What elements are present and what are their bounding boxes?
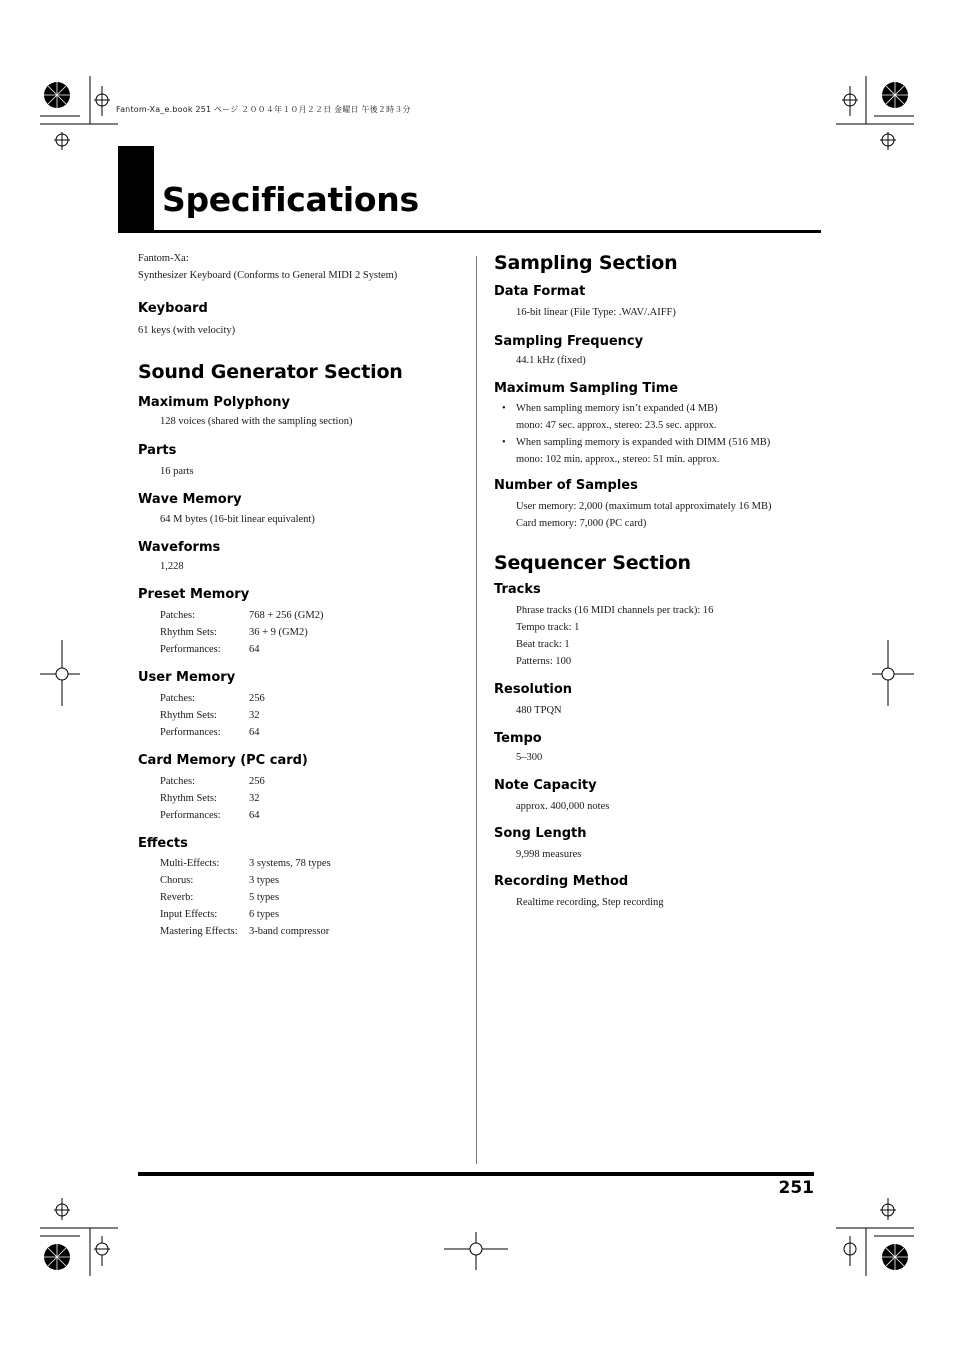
max-polyphony-heading: Maximum Polyphony: [138, 395, 291, 410]
card-memory-table: [138, 773, 468, 824]
effects-table: [138, 855, 468, 940]
book-file-header: Fantom-Xa_e.book 251 ページ ２００４年１０月２２日 金曜日 午後２時３分: [116, 105, 411, 114]
list-item-detail: mono: 47 sec. approx., stereo: 23.5 sec. approx.: [516, 420, 717, 431]
max-sampling-time-heading: Maximum Sampling Time: [494, 381, 679, 396]
preset-memory-heading: Preset Memory: [138, 587, 250, 602]
table-row: Input Effects: 6 types: [160, 909, 280, 920]
sampling-frequency-text: 44.1 kHz (fixed): [516, 355, 586, 366]
right-column: [494, 250, 824, 911]
card-memory-samples: Card memory: 7,000 (PC card): [516, 518, 647, 529]
song-length-text: 9,998 measures: [516, 849, 582, 860]
user-memory-heading: User Memory: [138, 670, 236, 685]
max-polyphony-text: 128 voices (shared with the sampling section): [160, 416, 353, 427]
table-row: Performances: 64: [160, 810, 260, 821]
list-item-detail: mono: 102 min. approx., stereo: 51 min. approx.: [516, 454, 720, 465]
preset-memory-table: [138, 607, 468, 658]
table-row: Mastering Effects: 3-band compressor: [160, 926, 330, 937]
table-row: Chorus: 3 types: [160, 875, 280, 886]
tracks-line: Beat track: 1: [516, 639, 570, 650]
keyboard-heading: Keyboard: [138, 301, 208, 316]
recording-method-heading: Recording Method: [494, 874, 629, 889]
column-divider: [476, 256, 477, 1164]
recording-method-text: Realtime recording, Step recording: [516, 897, 664, 908]
title-block: [118, 146, 154, 232]
parts-text: 16 parts: [160, 466, 194, 477]
keyboard-text: 61 keys (with velocity): [138, 325, 236, 336]
sampling-frequency-heading: Sampling Frequency: [494, 334, 644, 349]
left-column: [138, 250, 468, 940]
table-row: Performances: 64: [160, 727, 260, 738]
data-format-text: 16-bit linear (File Type: .WAV/.AIFF): [516, 307, 676, 318]
tracks-line: Phrase tracks (16 MIDI channels per track): 16: [516, 605, 714, 616]
waveforms-heading: Waveforms: [138, 540, 221, 555]
waveforms-text: 1,228: [160, 561, 184, 572]
user-memory-table: [138, 690, 468, 741]
song-length-heading: Song Length: [494, 826, 587, 841]
table-row: Patches: 256: [160, 776, 265, 787]
model-description: Synthesizer Keyboard (Conforms to General MIDI 2 System): [138, 270, 398, 281]
card-memory-heading: Card Memory (PC card): [138, 753, 308, 768]
tracks-heading: Tracks: [494, 582, 541, 597]
number-of-samples-heading: Number of Samples: [494, 478, 638, 493]
model-name: Fantom-Xa:: [138, 253, 189, 264]
parts-heading: Parts: [138, 443, 177, 458]
table-row: Rhythm Sets: 36 + 9 (GM2): [160, 627, 308, 638]
wave-memory-text: 64 M bytes (16-bit linear equivalent): [160, 514, 315, 525]
list-item: • When sampling memory is expanded with DIMM (516 MB): [502, 437, 771, 448]
user-memory-samples: User memory: 2,000 (maximum total approximately 16 MB): [516, 501, 772, 512]
effects-heading: Effects: [138, 836, 188, 851]
table-row: Multi-Effects: 3 systems, 78 types: [160, 858, 331, 869]
table-row: Rhythm Sets: 32: [160, 793, 260, 804]
table-row: Performances: 64: [160, 644, 260, 655]
table-row: Patches: 768 + 256 (GM2): [160, 610, 324, 621]
title-rule: [118, 230, 821, 233]
tempo-text: 5–300: [516, 752, 543, 763]
resolution-text: 480 TPQN: [516, 705, 562, 716]
table-row: Rhythm Sets: 32: [160, 710, 260, 721]
table-row: Reverb: 5 types: [160, 892, 280, 903]
max-sampling-time-list: [494, 400, 824, 468]
sound-generator-heading: Sound Generator Section: [138, 361, 403, 383]
resolution-heading: Resolution: [494, 682, 573, 697]
tempo-heading: Tempo: [494, 731, 542, 746]
tracks-line: Patterns: 100: [516, 656, 572, 667]
table-row: Patches: 256: [160, 693, 265, 704]
sampling-section-heading: Sampling Section: [494, 252, 678, 274]
page-number: 251: [778, 1178, 814, 1198]
data-format-heading: Data Format: [494, 284, 586, 299]
wave-memory-heading: Wave Memory: [138, 492, 242, 507]
sequencer-section-heading: Sequencer Section: [494, 552, 691, 574]
list-item: • When sampling memory isn’t expanded (4 MB): [502, 403, 718, 414]
page-title: Specifications: [162, 180, 419, 219]
tracks-line: Tempo track: 1: [516, 622, 580, 633]
note-capacity-heading: Note Capacity: [494, 778, 597, 793]
note-capacity-text: approx. 400,000 notes: [516, 801, 610, 812]
footer-rule: [138, 1172, 814, 1176]
